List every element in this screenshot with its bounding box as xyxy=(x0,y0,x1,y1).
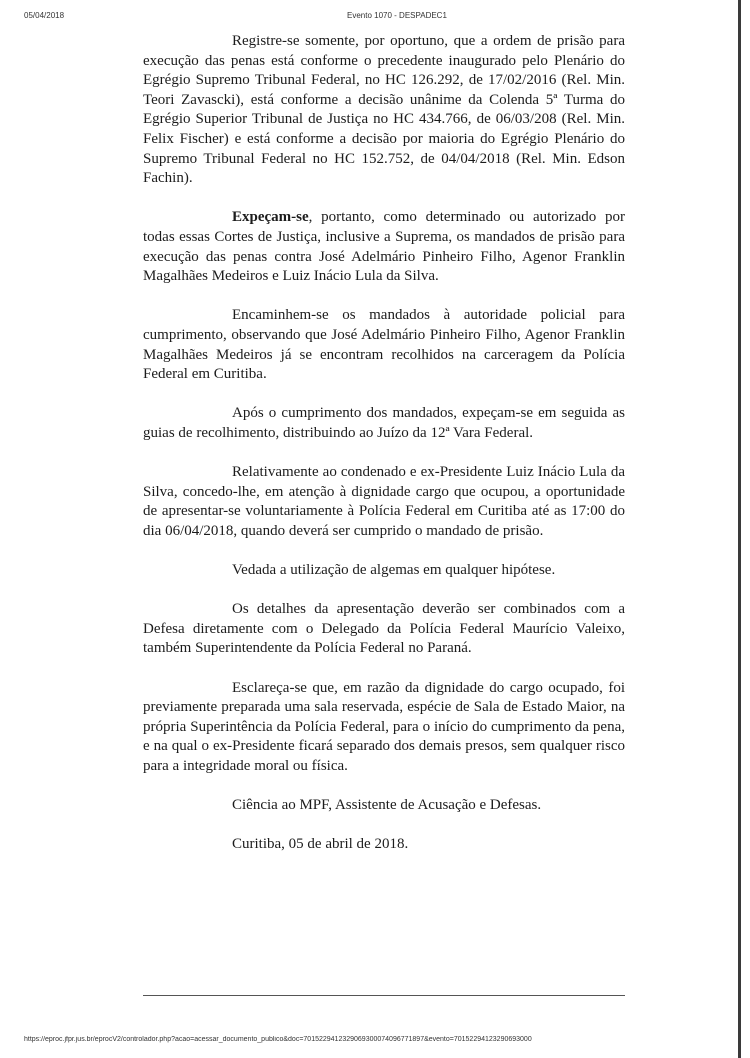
paragraph-text: Relativamente ao condenado e ex-Presidente Luiz Inácio Lula da Silva, concedo-lhe, em atenção à dignidade cargo que ocupou, a oportunidade de apresentar-se voluntariamente à Polícia Federal em Curitiba até as 17:00 do dia 06/04/2018, quando deverá ser cumprido o mandado de prisão. xyxy=(143,464,625,539)
paragraph-ciencia xyxy=(143,796,625,816)
paragraph-vedada-algemas xyxy=(143,561,625,581)
paragraph-apos-cumprimento xyxy=(143,404,625,443)
paragraph-text: Curitiba, 05 de abril de 2018. xyxy=(232,836,409,853)
paragraph-relativamente xyxy=(143,463,625,541)
paragraph-detalhes xyxy=(143,600,625,659)
paragraph-text: Esclareça-se que, em razão da dignidade do cargo ocupado, foi previamente preparada uma sala reservada, espécie de Sala de Estado Maior, na própria Superintência da Polícia Federal, para o início do cumprimento da pena, e na qual o ex-Presidente ficará separado dos demais presos, sem qualquer risco para a integridade moral ou física. xyxy=(143,679,625,774)
paragraph-text: Vedada a utilização de algemas em qualquer hipótese. xyxy=(232,562,556,579)
paragraph-expecam-se xyxy=(143,208,625,286)
paragraph-lead-bold: Expeçam-se xyxy=(232,209,309,226)
header-date: 05/04/2018 xyxy=(24,11,65,20)
paragraph-precedent xyxy=(143,32,625,189)
paragraph-text: Os detalhes da apresentação deverão ser combinados com a Defesa diretamente com o Delegado da Polícia Federal Maurício Valeixo, também Superintendente da Polícia Federal no Paraná. xyxy=(143,601,625,657)
paragraph-text: Ciência ao MPF, Assistente de Acusação e Defesas. xyxy=(232,797,542,814)
paragraph-esclareca-se xyxy=(143,679,625,777)
footer-url[interactable]: https://eproc.jfpr.jus.br/eprocV2/controlador.php?acao=acessar_documento_publico&doc=701522941232906930007409677189​7&evento=70152294123290693000 xyxy=(24,1036,532,1043)
document-body xyxy=(143,32,625,875)
paragraph-text: Encaminhem-se os mandados à autoridade policial para cumprimento, observando que José Adelmário Pinheiro Filho, Agenor Franklin Magalhães Medeiros já se encontram recolhidos na carceragem da Polícia Federal em Curitiba. xyxy=(143,307,625,383)
paragraph-text: Registre-se somente, por oportuno, que a ordem de prisão para execução das penas está conforme o precedente inaugurado pelo Plenário do Egrégio Supremo Tribunal Federal, no HC 126.292, de 17/02/2016 (Rel. Min. Teori Zavascki), está conforme a decisão unânime da Colenda 5ª Turma do Egrégio Superior Tribunal de Justiça no HC 434.766, de 06/03/208 (Rel. Min. Felix Fischer) e está conforme a decisão por maioria do Egrégio Plenário do Supremo Tribunal Federal no HC 152.752, de 04/04/2018 (Rel. Min. Edson Fachin). xyxy=(143,33,625,187)
header-event-title: Evento 1070 - DESPADEC1 xyxy=(347,11,447,20)
paragraph-text: Após o cumprimento dos mandados, expeçam-se em seguida as guias de recolhimento, distribuindo ao Juízo da 12ª Vara Federal. xyxy=(143,405,625,441)
paragraph-text: , portanto, como determinado ou autorizado por todas essas Cortes de Justiça, inclusive a Suprema, os mandados de prisão para execução das penas contra José Adelmário Pinheiro Filho, Agenor Franklin Magalhães Medeiros e Luiz Inácio Lula da Silva. xyxy=(143,209,625,285)
signature-divider-line xyxy=(143,995,625,996)
paragraph-encaminhem-se xyxy=(143,306,625,384)
paragraph-date-place xyxy=(143,835,625,855)
